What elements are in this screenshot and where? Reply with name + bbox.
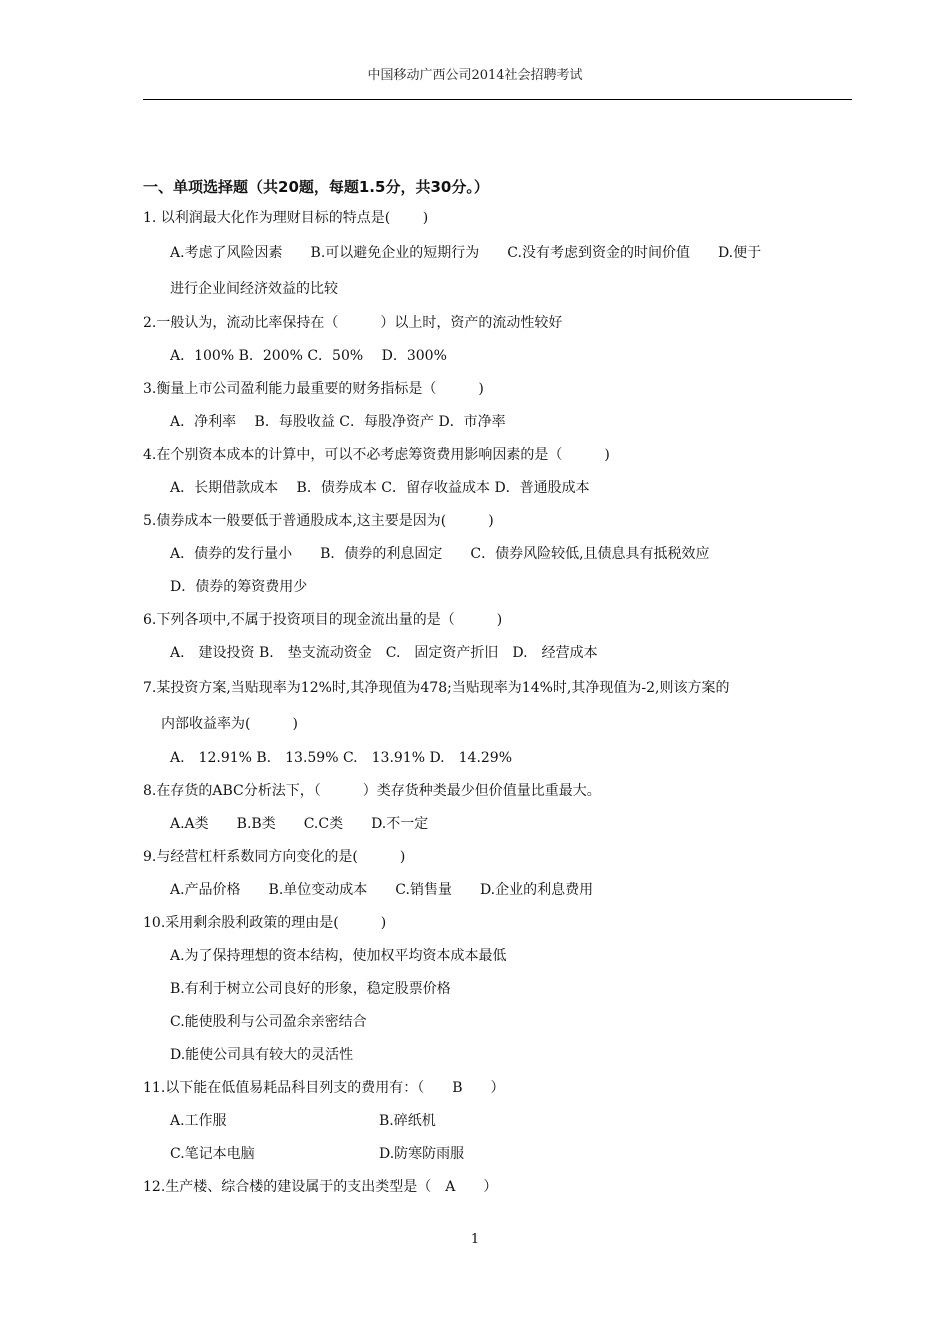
question-3: 3.衡量上市公司盈利能力最重要的财务指标是（ ) bbox=[143, 381, 484, 397]
question-11-option-b: B.碎纸机 bbox=[379, 1113, 436, 1129]
question-8: 8.在存货的ABC分析法下，（ ）类存货种类最少但价值量比重最大。 bbox=[143, 783, 601, 799]
question-11-option-d: D.防寒防雨服 bbox=[379, 1146, 465, 1162]
question-10: 10.采用剩余股利政策的理由是( ) bbox=[143, 915, 387, 931]
question-11-option-a: A.工作服 bbox=[170, 1113, 227, 1129]
question-4-options: A．长期借款成本 B．债券成本 C．留存收益成本 D．普通股成本 bbox=[170, 480, 590, 496]
question-1-options: A.考虑了风险因素 B.可以避免企业的短期行为 C.没有考虑到资金的时间价值 D.便于 bbox=[170, 245, 762, 261]
question-10-option-c: C.能使股利与公司盈余亲密结合 bbox=[170, 1014, 367, 1030]
header-rule bbox=[143, 99, 852, 100]
question-11: 11.以下能在低值易耗品科目列支的费用有：（ B ） bbox=[143, 1080, 505, 1096]
question-3-options: A．净利率 B．每股收益 C．每股净资产 D．市净率 bbox=[170, 414, 506, 430]
question-11-option-c: C.笔记本电脑 bbox=[170, 1146, 255, 1162]
question-8-options: A.A类 B.B类 C.C类 D.不一定 bbox=[170, 816, 429, 832]
question-10-option-b: B.有利于树立公司良好的形象，稳定股票价格 bbox=[170, 981, 451, 997]
question-6: 6.下列各项中,不属于投资项目的现金流出量的是（ ) bbox=[143, 612, 503, 628]
question-5-options-cont: D．债券的筹资费用少 bbox=[170, 579, 308, 595]
question-12: 12.生产楼、综合楼的建设属于的支出类型是（ A ） bbox=[143, 1179, 498, 1195]
question-10-option-d: D.能使公司具有较大的灵活性 bbox=[170, 1047, 354, 1063]
question-4: 4.在个别资本成本的计算中，可以不必考虑筹资费用影响因素的是（ ) bbox=[143, 447, 610, 463]
page-header: 中国移动广西公司2014社会招聘考试 bbox=[367, 68, 583, 83]
question-10-option-a: A.为了保持理想的资本结构，使加权平均资本成本最低 bbox=[170, 948, 507, 964]
question-9-options: A.产品价格 B.单位变动成本 C.销售量 D.企业的利息费用 bbox=[170, 882, 594, 898]
question-5: 5.债券成本一般要低于普通股成本,这主要是因为( ) bbox=[143, 513, 494, 529]
question-7-options: A. 12.91% B. 13.59% C. 13.91% D. 14.29% bbox=[170, 750, 513, 766]
question-1: 1. 以利润最大化作为理财目标的特点是( ) bbox=[143, 210, 429, 226]
question-9: 9.与经营杠杆系数同方向变化的是( ) bbox=[143, 849, 406, 865]
question-5-options: A．债券的发行量小 B．债券的利息固定 C．债券风险较低,且债息具有抵税效应 bbox=[170, 546, 710, 562]
page-number: 1 bbox=[470, 1232, 480, 1247]
question-11-options-row1 bbox=[143, 1105, 855, 1138]
question-2: 2.一般认为，流动比率保持在（ ）以上时，资产的流动性较好 bbox=[143, 315, 563, 331]
question-7: 7.某投资方案,当贴现率为12%时,其净现值为478;当贴现率为14%时,其净现值为-2,则该方案的 bbox=[143, 680, 730, 696]
question-7-cont: 内部收益率为( ) bbox=[161, 716, 298, 732]
question-6-options: A. 建设投资 B. 垫支流动资金 C. 固定资产折旧 D. 经营成本 bbox=[170, 645, 598, 661]
question-1-options-cont: 进行企业间经济效益的比较 bbox=[170, 281, 338, 297]
document-body bbox=[143, 172, 855, 1204]
question-2-options: A．100% B．200% C．50% D．300% bbox=[170, 348, 447, 364]
question-11-options-row2 bbox=[143, 1138, 855, 1171]
section-title: 一、单项选择题（共20题，每题1.5分，共30分。） bbox=[143, 178, 489, 196]
